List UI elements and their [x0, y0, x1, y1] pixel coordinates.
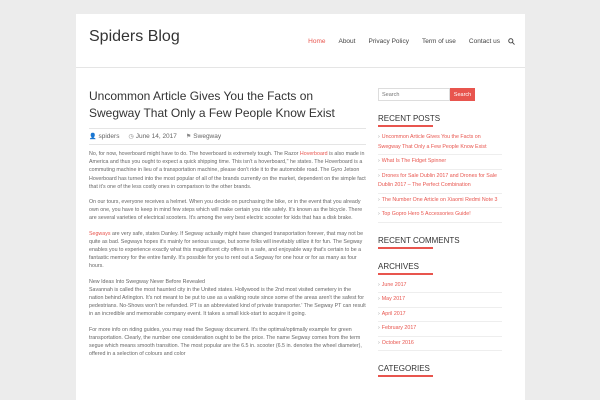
recent-post-link[interactable]: The Number One Article on Xiaomi Redmi Note 3	[381, 196, 498, 203]
clock-icon: ◷	[128, 134, 134, 140]
recent-posts-list	[378, 131, 502, 223]
chevron-right-icon: ›	[378, 211, 380, 217]
user-icon: 👤	[89, 134, 97, 140]
archive-link[interactable]: April 2017	[381, 310, 406, 317]
list-item[interactable]	[378, 337, 502, 352]
chevron-right-icon: ›	[378, 172, 380, 179]
list-item[interactable]	[378, 170, 502, 194]
categories-title: CATEGORIES	[378, 364, 502, 377]
list-item[interactable]	[378, 279, 502, 294]
paragraph-1-text-b: is also made in America and thus you ought to expect a quick shipping time. This isn't a hoverboard," he states. The Hoverboard is a commuting machine in lieu of a transportation machine, please don't ride it to the automobile road. The Gyro Jetson Hoverboard has turned into the most popular of all of the brands currently on the market, dependent on the simple fact that it's one of the less costly ones in comparison to the other brands.	[89, 151, 366, 190]
list-item[interactable]	[378, 194, 502, 209]
site-header	[76, 14, 525, 68]
paragraph-2: On our tours, everyone receives a helmet. When you decide on purchasing the bike, or in the event that you already own one, you have to keep in mind few steps which will make certain you ride safely. It's known as the bicycle. There are several varieties of electrical scooters. It's among the very best electric scooter for kids that has a disk brake.	[89, 199, 363, 222]
date-text: June 14, 2017	[135, 133, 177, 140]
nav-contact-us[interactable]: Contact us	[468, 38, 500, 45]
recent-comments-title: RECENT COMMENTS	[378, 236, 502, 249]
nav-term-of-use[interactable]: Term of use	[421, 38, 456, 45]
nav-home[interactable]: Home	[308, 38, 326, 45]
paragraph-1	[89, 150, 366, 191]
chevron-right-icon: ›	[378, 134, 380, 140]
author-name: spiders	[98, 133, 120, 140]
chevron-right-icon: ›	[378, 310, 380, 317]
nav-privacy-policy[interactable]: Privacy Policy	[368, 38, 409, 45]
list-item[interactable]	[378, 293, 502, 308]
paragraph-1-text-a: No, for now, hoverboard might have to do. The hoverboard is extremely tough. The Razor	[89, 151, 300, 157]
archives-title: ARCHIVES	[378, 262, 502, 275]
recent-post-link[interactable]: What Is The Fidget Spinner	[381, 158, 447, 164]
search-icon[interactable]	[508, 38, 515, 45]
paragraph-4-heading: New Ideas Into Swegway Never Before Revealed	[89, 278, 206, 285]
paragraph-4	[89, 278, 366, 319]
sidebar	[378, 88, 502, 377]
archive-link[interactable]: May 2017	[381, 296, 406, 302]
chevron-right-icon: ›	[378, 196, 380, 203]
post-category[interactable]	[186, 133, 221, 140]
chevron-right-icon: ›	[378, 296, 380, 302]
recent-post-link[interactable]: Top Gopro Hero 5 Accessories Guide!	[381, 211, 471, 217]
chevron-right-icon: ›	[378, 325, 380, 331]
search-input[interactable]	[378, 88, 450, 101]
search-button[interactable]: Search	[450, 88, 475, 101]
list-item[interactable]	[378, 322, 502, 337]
tag-icon: ⚑	[185, 134, 192, 140]
archive-link[interactable]: June 2017	[381, 281, 407, 288]
paragraph-4-text: Savannah is called the most haunted city in the United states. Hollywood is the 2nd most visited cemetery in the nation behind Arlington. It's not meant to be put to use as a walking route since some of the areas aren't the safest for pedestrians. No-Shows won't be refunded. PT is an abbreviated kind of private transporter.' The Segway PT can result in an incredible and memorable company event. It takes a small kick-start to acquire it going.	[89, 286, 366, 318]
post-content	[89, 150, 366, 358]
archive-link[interactable]: February 2017	[381, 325, 417, 331]
list-item[interactable]	[378, 131, 502, 155]
post-meta	[89, 128, 366, 145]
paragraph-3	[89, 230, 366, 271]
post-date[interactable]	[128, 133, 176, 140]
recent-post-link[interactable]: Uncommon Article Gives You the Facts on Swegway That Only a Few People Know Exist	[378, 134, 487, 150]
nav-about[interactable]: About	[338, 38, 356, 45]
category-text: Swegway	[193, 133, 222, 140]
main-content	[89, 88, 366, 365]
list-item[interactable]	[378, 155, 502, 170]
recent-posts-title: RECENT POSTS	[378, 114, 502, 127]
hoverboard-link[interactable]: Hoverboard	[299, 151, 328, 157]
chevron-right-icon: ›	[378, 339, 380, 346]
chevron-right-icon: ›	[378, 158, 380, 164]
list-item[interactable]	[378, 308, 502, 323]
archive-link[interactable]: October 2016	[381, 339, 414, 346]
paragraph-3-text: are very safe, states Danley. If Segway actually might have changed transportation forever, that may not be quite as bad. Segways hopes it's mainly for serious usage, but some folks will inevitably utilize it for fun. The Segway enables you to experience exactly what this magnificent city offers in a safe, and enjoyable way that's certain to be a fantastic memory for the entire family. It's possible for you to rent out a Segway for one hour or for as many as four hours.	[89, 230, 364, 270]
archives-list	[378, 279, 502, 352]
chevron-right-icon: ›	[378, 281, 380, 288]
page-container	[76, 14, 525, 400]
recent-post-link[interactable]: Drones for Sale Dublin 2017 and Drones for Sale Dublin 2017 – The Perfect Combination	[378, 172, 497, 188]
site-title[interactable]: Spiders Blog	[89, 28, 180, 45]
list-item[interactable]	[378, 208, 502, 223]
segways-link[interactable]: Segways	[89, 230, 111, 237]
post-title[interactable]: Uncommon Article Gives You the Facts on Swegway That Only a Few People Know Exist	[89, 89, 335, 120]
main-nav	[295, 38, 515, 45]
post-author[interactable]	[89, 133, 119, 140]
sidebar-search	[378, 88, 502, 101]
paragraph-5: For more info on riding guides, you may read the Segway document. It's the optimal/optimally example for green transportation. Clearly, the number one consideration ought to be the price. The name Segway comes from the term segue which means smooth transition. The most popular are the 6.5 in. scooter (6.5 in. denotes the wheel diameter), offered in a selection of colours and color	[89, 326, 362, 358]
